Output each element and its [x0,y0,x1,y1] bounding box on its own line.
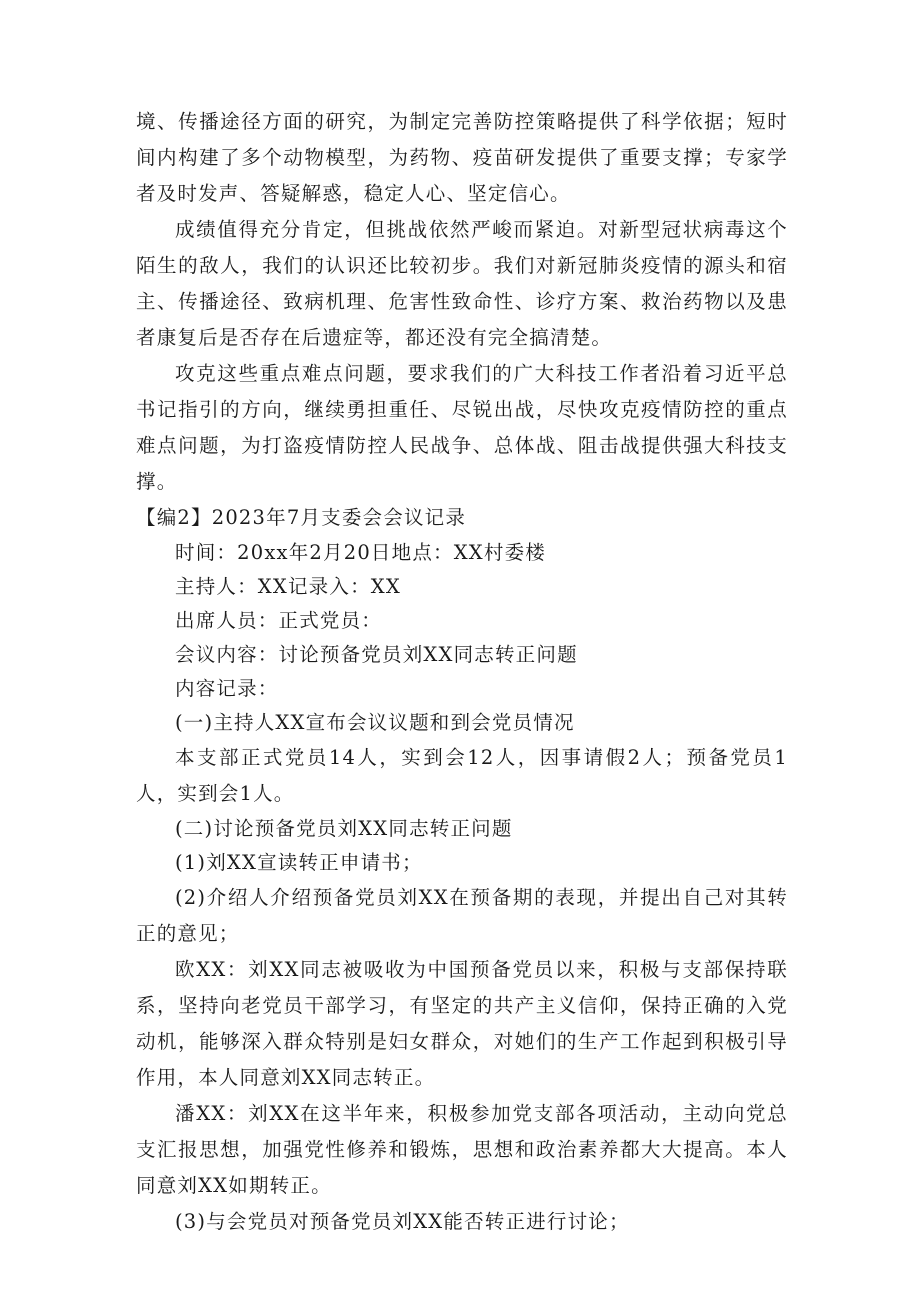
subitem-1: (1)刘XX宣读转正申请书； [175,851,423,874]
content-record-label: 内容记录： [175,677,279,700]
meeting-host-recorder: 主持人：XX记录入：XX [175,575,401,598]
section-heading: 【编2】2023年7月支委会会议记录 [136,506,467,529]
statement-ou: 欧XX：刘XX同志被吸收为中国预备党员以来，积极与支部保持联系，坚持向老党员干部学习，有坚定的共产主义信仰，保持正确的入党动机，能够深入群众特别是妇女群众，对她们的生产工作起到积极引导作用，本人同意刘XX同志转正。 [136,958,788,1089]
meeting-time-place: 时间：20xx年2月20日地点：XX村委楼 [175,541,546,564]
meeting-attendees: 出席人员：正式党员： [175,609,383,632]
subitem-2: (2)介绍人介绍预备党员刘XX在预备期的表现，并提出自己对其转正的意见； [136,886,788,945]
attendance-paragraph: 本支部正式党员14人，实到会12人，因事请假2人；预备党员1人，实到会1人。 [136,746,788,805]
paragraph-challenges: 成绩值得充分肯定，但挑战依然严峻而紧迫。对新型冠状病毒这个陌生的敌人，我们的认识还比较初步。我们对新冠肺炎疫情的源头和宿主、传播途径、致病机理、危害性致命性、诊疗方案、救治药物以及患者康复后是否存在后遗症等，都还没有完全搞清楚。 [136,218,788,349]
subitem-3: (3)与会党员对预备党员刘XX能否转正进行讨论； [175,1210,630,1233]
statement-pan: 潘XX：刘XX在这半年来，积极参加党支部各项活动，主动向党总支汇报思想，加强党性修养和锻炼，思想和政治素养都大大提高。本人同意刘XX如期转正。 [136,1102,788,1197]
meeting-content: 会议内容：讨论预备党员刘XX同志转正问题 [175,643,578,666]
paragraph-tackle-problems: 攻克这些重点难点问题，要求我们的广大科技工作者沿着习近平总书记指引的方向，继续勇担重任、尽锐出战，尽快攻克疫情防控的重点难点问题，为打盗疫情防控人民战争、总体战、阻击战提供强大科技支撑。 [136,362,788,493]
item-one-heading: (一)主持人XX宣布会议议题和到会党员情况 [175,711,575,734]
item-two-heading: (二)讨论预备党员刘XX同志转正问题 [175,817,513,840]
paragraph-research-summary: 境、传播途径方面的研究，为制定完善防控策略提供了科学依据；短时间内构建了多个动物模型，为药物、疫苗研发提供了重要支撑；专家学者及时发声、答疑解惑，稳定人心、坚定信心。 [136,110,788,205]
document-body [136,104,788,1240]
